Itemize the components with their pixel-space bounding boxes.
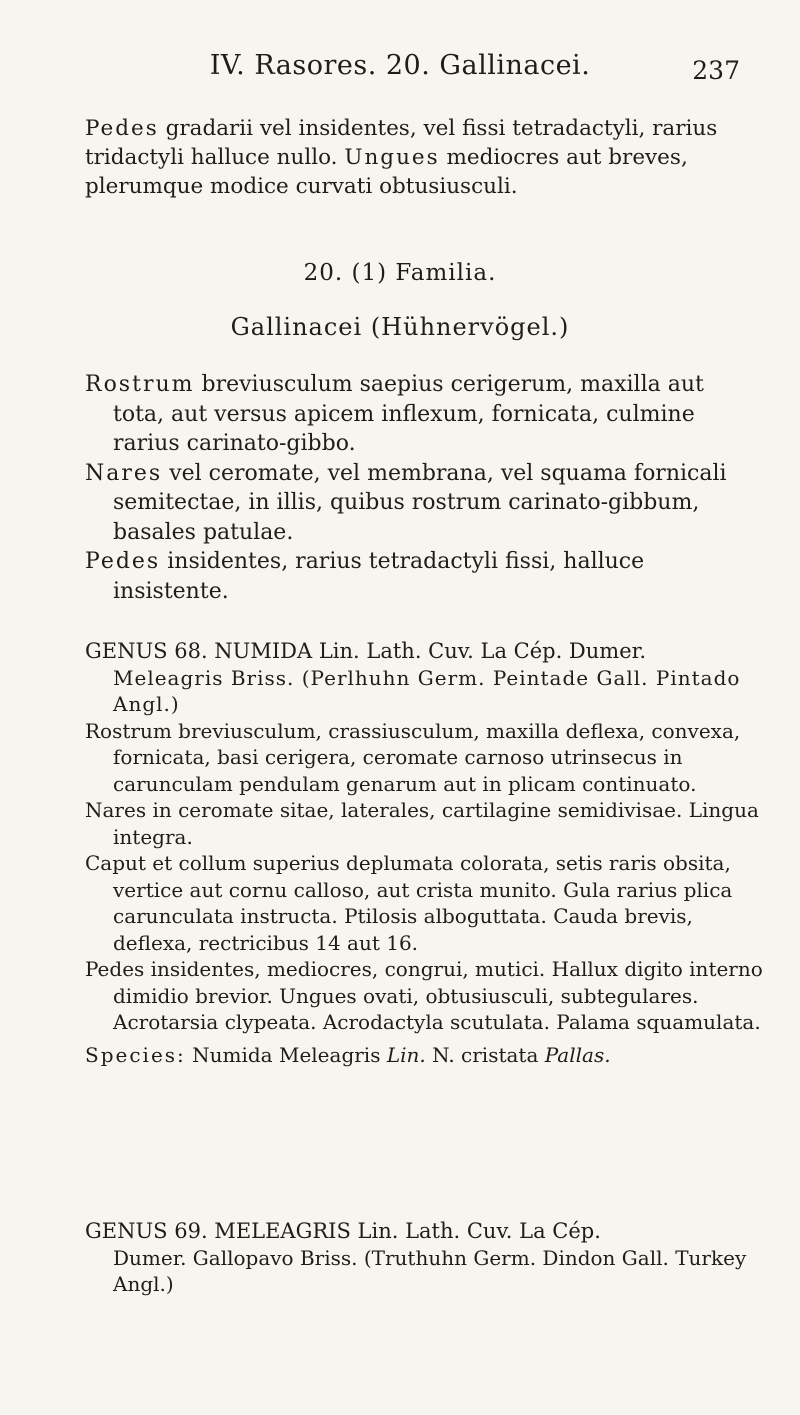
nares-term: Nares	[85, 460, 163, 486]
header-title: IV. Rasores. 20. Gallinacei.	[209, 50, 591, 81]
rostrum-text: breviusculum saepius cerigerum, maxilla aut tota, aut versus apicem inflexum, fornicata, culmine rarius carinato-gibbo.	[113, 372, 704, 456]
rostrum-term: Rostrum	[85, 372, 195, 397]
genus-69	[85, 1218, 765, 1298]
pedes-text: insidentes, rarius tetradactyli fissi, halluce insistente.	[113, 549, 645, 604]
species-2-author: Pallas.	[544, 1042, 611, 1067]
running-header	[0, 50, 800, 100]
genus-68	[85, 638, 765, 1068]
intro-term: Pedes	[85, 116, 159, 141]
genus-69-heading: GENUS 69. MELEAGRIS Lin. Lath. Cuv. La Cép.	[85, 1219, 601, 1243]
genus-68-synonyms: Meleagris Briss. (Perlhuhn Germ. Peintade Gall. Pintado Angl.)	[113, 665, 741, 716]
genus-69-synonyms: Dumer. Gallopavo Briss. (Truthuhn Germ. Dindon Gall. Turkey Angl.)	[113, 1245, 747, 1296]
species-label: Species:	[85, 1042, 186, 1067]
familia-name: Gallinacei (Hühnervögel.)	[230, 313, 570, 341]
pedes-term: Pedes	[85, 549, 161, 574]
intro-paragraph	[85, 114, 745, 201]
genus-68-nares: Nares in ceromate sitae, laterales, cartilagine semidivisae. Lingua integra.	[85, 798, 759, 849]
intro-term2: Ungues	[344, 145, 440, 170]
species-2: N. cristata	[432, 1042, 539, 1067]
genus-68-rostrum: Rostrum breviusculum, crassiusculum, maxilla deflexa, convexa, fornicata, basi cerigera, ceromate carnoso utrinsecus in carunculam pendulam genarum aut in plicam continuato.	[85, 718, 741, 796]
genus-68-species	[85, 1042, 765, 1069]
genus-68-pedes: Pedes insidentes, mediocres, congrui, mutici. Hallux digito interno dimidio brevior. Ungues ovati, obtusiusculi, subtegulares. Acrotarsia clypeata. Acrodactyla scutulata. Palama squamulata.	[85, 957, 763, 1034]
genus-68-heading: GENUS 68. NUMIDA Lin. Lath. Cuv. La Cép. Dumer.	[85, 639, 647, 663]
familia-pedes	[85, 547, 753, 606]
familia-description	[85, 370, 753, 606]
species-1: Numida Meleagris	[192, 1042, 381, 1067]
familia-heading: 20. (1) Familia.	[303, 260, 497, 286]
intro-text2: mediocres aut breves, plerumque modice curvati obtusiusculi.	[85, 145, 688, 199]
nares-text: vel ceromate, vel membrana, vel squama fornicali semitectae, in illis, quibus rostrum carinato-gibbum, basales patulae.	[113, 460, 727, 545]
intro-text: gradarii vel insidentes, vel fissi tetradactyli, rarius tridactyli halluce nullo.	[85, 116, 718, 170]
species-1-author: Lin.	[386, 1042, 426, 1067]
familia-rostrum	[85, 370, 753, 459]
genus-68-caput: Caput et collum superius deplumata colorata, setis raris obsita, vertice aut cornu calloso, aut crista munito. Gula rarius plica carunculata instructa. Ptilosis alboguttata. Cauda brevis, deflexa, rectricibus 14 aut 16.	[85, 851, 733, 955]
familia-nares	[85, 459, 753, 548]
page-number: 237	[692, 56, 740, 85]
